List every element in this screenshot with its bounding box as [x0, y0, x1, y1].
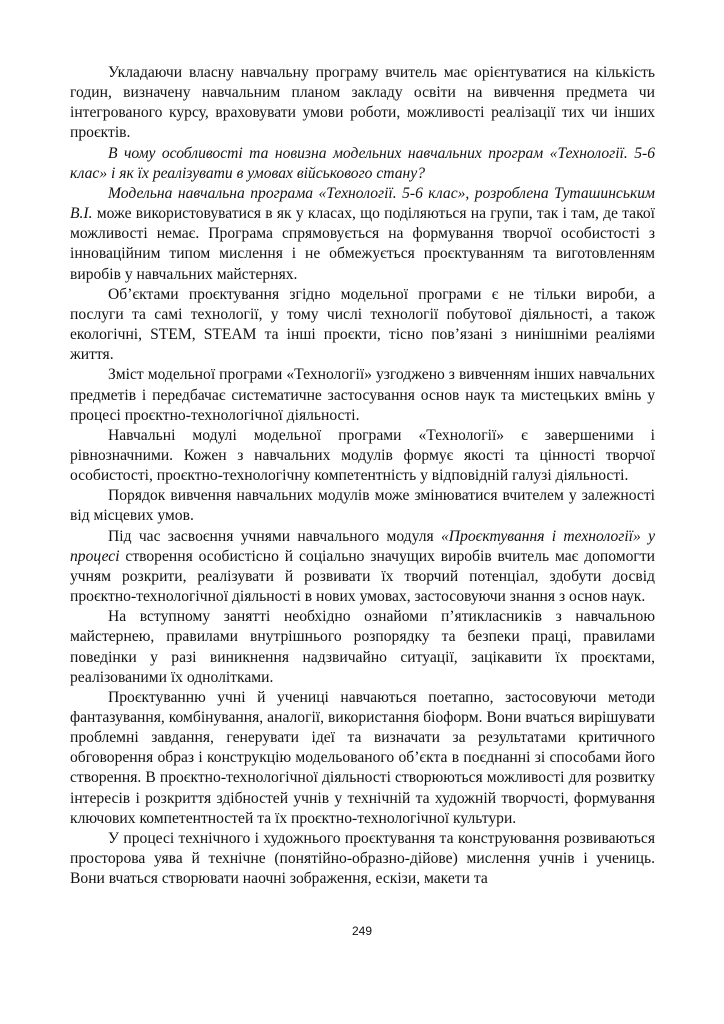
body-text [70, 63, 655, 889]
paragraph [70, 184, 655, 285]
text-run: Порядок вивчення навчальних модулів може змінюватися вчителем у залежності від місцевих умов. [70, 487, 655, 525]
paragraph [70, 829, 655, 889]
text-run: У процесі технічного і художнього проєктування та конструювання розвиваються просторова уява й технічне (понятійно-образно-дійове) мислення учнів і учениць. Вони вчаться створювати наочні зображення, ескізи, макети та [70, 829, 655, 888]
paragraph [70, 365, 655, 425]
paragraph [70, 486, 655, 526]
paragraph [70, 527, 655, 608]
page-number: 249 [351, 924, 373, 938]
text-run: Укладаючи власну навчальну програму вчитель має орієнтуватися на кількість годин, визначену навчальним планом закладу освіти на вивчення предмета чи інтегрованого курсу, враховувати умови роботи, можливості реалізації тих чи інших проєктів. [70, 64, 655, 142]
text-run-italic: «Проєктування і технології» у процесі [70, 527, 655, 565]
paragraph [70, 63, 655, 144]
paragraph [70, 426, 655, 486]
text-run: Навчальні модулі модельної програми «Технології» є завершеними і рівнозначними. Кожен з навчальних модулів формує якості та цінності творчої особистості, проєктно-технологічну компетентність у відповідній галузі діяльності. [70, 426, 655, 485]
text-run: В чому особливості та новизна модельних навчальних програм «Технології. 5-6 клас» і як їх реалізувати в умовах військового стану? [70, 144, 655, 182]
text-run-italic: Модельна навчальна програма «Технології. 5-6 клас», розроблена Туташинським В.І. [70, 184, 655, 223]
text-run: Зміст модельної програми «Технології» узгоджено з вивченням інших навчальних предметів і передбачає систематичне застосування основ наук та мистецьких вмінь у процесі проєктно-технологічної діяльності. [70, 366, 655, 424]
text-run: На вступному занятті необхідно ознайоми п’ятикласників з навчальною майстернею, правилами внутрішнього розпорядку та безпеки праці, правилами поведінки у разі виникнення надзвичайно ситуації, зацікавити їх проєктами, реалізованими їх однолітками. [70, 608, 655, 686]
text-run: Під час засвоєння учнями навчального модуля [108, 527, 441, 545]
text-run: Проєктуванню учні й учениці навчаються поетапно, застосовуючи методи фантазування, комбінування, аналогії, використання біоформ. Вони вчаться вирішувати проблемні завдання, генерувати ідеї та визначати за результатами критичного обговорення образ і конструкцію модельованого об’єкта в поєднанні зі способами його створення. В проєктно-технологічної діяльності створюються можливості для розвитку інтересів і розкриття здібностей учнів у технічній та художній творчості, формування ключових компетентностей та їх проєктно-технологічної культури. [70, 688, 655, 827]
paragraph [70, 688, 655, 829]
paragraph [70, 285, 655, 366]
text-run: Об’єктами проєктування згідно модельної програми є не тільки вироби, а послуги та самі технології, у тому числі технології побутової діяльності, а також екологічні, STEM, STEAM та інші проєкти, тісно пов’язані з нинішніми реаліями життя. [70, 285, 655, 364]
text-run: створення особистісно й соціально значущих виробів вчитель має допомогти учням розкрити, реалізувати й розвивати їх творчий потенціал, здобути досвід проєктно-технологічної діяльності в нових умовах, застосовуючи знання з основ наук. [70, 547, 655, 606]
paragraph [70, 607, 655, 688]
text-run: може використовуватися в як у класах, що поділяються на групи, так і там, де такої можливості немає. Програма спрямовується на формування творчої особистості з інноваційним типом мислення і не обмежується проєктуванням та виготовленням виробів у навчальних майстернях. [70, 205, 655, 283]
question-heading [70, 144, 655, 184]
